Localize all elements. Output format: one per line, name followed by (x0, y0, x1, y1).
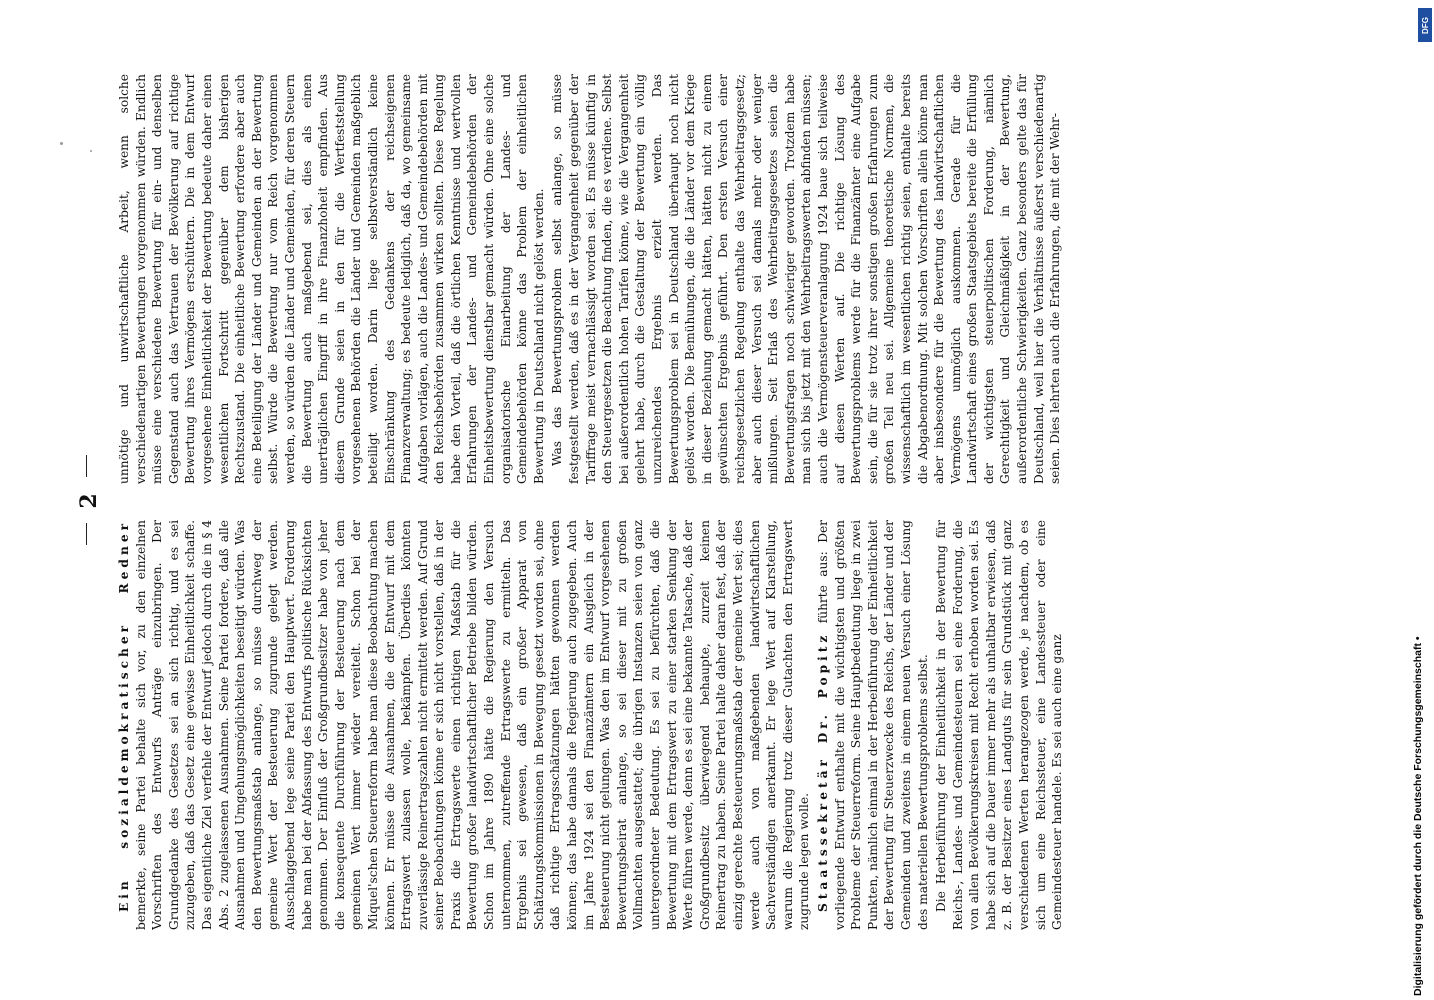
left-text-column (116, 520, 1256, 930)
digitization-notice: Digitalisierung gefördert durch die Deutsche Forschungsgemeinschaft • (1412, 636, 1424, 996)
page-number-rule-right (86, 455, 87, 477)
paragraph-text: unnötige und unwirtschaftliche Arbeit, wenn solche verschiedenartigen Bewertungen vorgenommen würden. Endlich müsse eine verschiedene Bewertung für ein- und denselben Gegenstand auch das Vertrauen der Bevölkerung auf richtige Bewertung ihres Vermögens erschüttern. Die in dem Entwurf vorgesehene Einheitlichkeit der Bewertung bedeute daher einen wesentlichen Fortschritt gegenüber dem bisherigen Rechtszustand. Die einheitliche Bewertung erfordere aber auch eine Beteiligung der Länder und Gemeinden an der Bewertung selbst. Würde die Bewertung nur vom Reich vorgenommen werden, so würden die Länder und Gemeinden, für deren Steuern die Bewertung auch maßgebend sei, dies als einen unerträglichen Eingriff in ihre Finanzhoheit empfinden. Aus diesem Grunde seien in den für die Wertfeststellung vorgesehenen Behörden die Länder und Gemeinden maßgeblich beteiligt worden. Darin liege selbstverständlich keine Einschränkung des Gedankens der reichseigenen Finanzverwaltung; es bedeute lediglich, daß da, wo gemeinsame Aufgaben vorlägen, auch die Landes- und Gemeindebehörden mit den Reichsbehörden zusammen wirken sollten. Diese Regelung habe den Vorteil, daß die örtlichen Kenntnisse und wertvollen Erfahrungen der Landes- und Gemeindebehörden der Einheitsbewertung dienstbar gemacht würden. Ohne eine solche organisatorische Einarbeitung der Landes- und Gemeindebehörden könne das Problem der einheitlichen Bewertung in Deutschland nicht gelöst werden. (117, 74, 546, 484)
paragraph-text: Was das Bewertungsproblem selbst anlange, so müsse festgestellt werden, daß es in der Vergangenheit gegenüber der Tariffrage meist vernachlässigt worden sei. Es müsse künftig in den Steuergesetzen die Beachtung finden, die es verdiene. Selbst bei außerordentlich hohen Tarifen könne, wie die Vergangenheit gelehrt habe, durch die Gestaltung der Bewertung ein völlig unzureichendes Ergebnis erzielt werden. Das Bewertungsproblem sei in Deutschland überhaupt noch nicht gelöst worden. Die Bemühungen, die die Länder vor dem Kriege in dieser Beziehung gemacht hätten, hätten nicht zu einem gewünschten Ergebnis geführt. Den ersten Versuch einer reichsgesetzlichen Regelung enthalte das Wehrbeitragsgesetz; aber auch dieser Versuch sei damals mehr oder weniger mißlungen. Seit Erlaß des Wehrbeitragsgesetzes seien die Bewertungsfragen noch schwieriger geworden. Trotzdem habe man sich bis jetzt mit den Wehrbeitragswerten abfinden müssen; auch die Vermögensteuerveranlagung 1924 baue sich teilweise auf diesen Werten auf. Die richtige Lösung des Bewertungsproblems werde für die Finanzämter eine Aufgabe sein, die für sie trotz ihrer sonstigen großen Erfahrungen zum großen Teil neu sei. Allgemeine theoretische Normen, die wissenschaftlich im wesentlichen richtig seien, enthalte bereits die Abgabenordnung. Mit solchen Vorschriften allein könne man aber insbesondere für die Bewertung des landwirtschaftlichen Vermögens unmöglich auskommen. Gerade für die Landwirtschaft eines großen Staatsgebiets bereite die Erfüllung der wichtigsten steuerpolitischen Forderung, nämlich Gerechtigkeit und Gleichmäßigkeit in der Bewertung, außerordentliche Schwierigkeiten. Ganz besonders gelte das für Deutschland, weil hier die Verhältnisse äußerst verschiedenartig seien. Dies lehrten auch die Erfahrungen, die mit der Wehr- (550, 74, 1063, 484)
dfg-logo: DFG (1418, 8, 1432, 42)
paragraph (815, 520, 931, 930)
paragraph-text: bemerkte, seine Partei behalte sich vor, zu den einzelnen Vorschriften des Entwurfs Anträge einzubringen. Der Grundgedanke des Gesetzes sei an sich richtig, und es sei zuzugeben, daß das Gesetz eine gewisse Einheitlichkeit schaffe. Das eigentliche Ziel verfehle der Entwurf jedoch durch die in § 4 Abs. 2 zugelassenen Ausnahmen. Seine Partei fordere, daß alle Ausnahmen und Umgehungsmöglichkeiten beseitigt würden. Was den Bewertungsmaßstab anlange, so müsse durchweg der gemeine Wert der Besteuerung zugrunde gelegt werden. Ausschlaggebend lege seine Partei den Hauptwert. Forderung habe man bei der Abfassung des Entwurfs politische Rücksichten genommen. Der Einfluß der Großgrundbesitzer habe von jeher die konsequente Durchführung der Besteuerung nach dem gemeinen Wert immer wieder vereitelt. Schon bei der Miquel'schen Steuerreform habe man diese Beobachtung machen können. Er müsse die Ausnahmen, die der Entwurf mit dem Ertragswert zulassen wolle, bekämpfen. Überdies könnten zuverlässige Reinertragszahlen nicht ermittelt werden. Auf Grund seiner Beobachtungen könne er sich nicht vorstellen, daß in der Praxis die Ertragswerte einen richtigen Maßstab für die Bewertung großer landwirtschaftlicher Betriebe bilden würden. Schon im Jahre 1890 hätte die Regierung den Versuch unternommen, zutreffende Ertragswerte zu ermitteln. Das Ergebnis sei gewesen, daß ein großer Apparat von Schätzungskommissionen in Bewegung gesetzt worden sei, ohne daß richtige Ertragsschätzungen hätten gewonnen werden können; das habe damals die Regierung auch zugegeben. Auch im Jahre 1924 sei den Finanzämtern ein Ausgleich in der Besteuerung nicht gelungen. Was den im Entwurf vorgesehenen Bewertungsbeirat anlange, so sei dieser mit zu großen Vollmachten ausgestattet; die übrigen Instanzen seien von ganz untergeordneter Bedeutung. Es sei zu befürchten, daß die Bewertung mit dem Ertragswert zu einer starken Senkung der Werte führen werde, denn es sei eine bekannte Tatsache, daß der Großgrundbesitz überwiegend behaupte, zurzeit keinen Reinertrag zu haben. Seine Partei halte daher daran fest, daß der einzig gerechte Besteuerungsmaßstab der gemeine Wert sei; dies werde auch von maßgebenden landwirtschaftlichen Sachverständigen anerkannt. Er lege Wert auf Klarstellung, warum die Regierung trotz dieser Gutachten den Ertragswert zugrunde legen wolle. (133, 520, 812, 930)
paragraph-lead: Staatssekretär Dr. Popitz (815, 631, 830, 912)
page-number: 2 (76, 491, 102, 509)
paragraph (933, 520, 1066, 930)
paragraph-text: führte aus: Der vorliegende Entwurf enthalte mit die wichtigsten und größten Probleme der Steuerreform. Seine Hauptbedeutung liege in zwei Punkten, nämlich einmal in der Herbeiführung der Einheitlichkeit der Bewertung für Steuerzwecke des Reichs, der Länder und der Gemeinden und zweitens in einem neuen Versuch einer Lösung des materiellen Bewertungsproblems selbst. (815, 520, 930, 930)
paragraph-text: Die Herbeiführung der Einheitlichkeit in der Bewertung für Reichs-, Landes- und Gemeindesteuern sei eine Forderung, die von allen Bevölkerungskreisen mit Recht erhoben worden sei. Es habe sich auf die Dauer immer mehr als unhaltbar erwiesen, daß z. B. der Besitzer eines Landguts für sein Grundstück mit ganz verschiedenen Werten herangezogen werde, je nachdem, ob es sich um eine Reichssteuer, eine Landessteuer oder eine Gemeindesteuer handele. Es sei auch eine ganz (934, 520, 1065, 930)
paragraph (549, 74, 1063, 484)
paragraph (116, 520, 813, 930)
right-text-column (116, 74, 1256, 484)
rotated-document-page (72, 70, 1272, 930)
paragraph (116, 74, 547, 484)
scan-speck (60, 142, 63, 145)
scan-speck (90, 150, 92, 152)
paragraph-lead: Ein sozialdemokratischer Redner (117, 520, 131, 912)
